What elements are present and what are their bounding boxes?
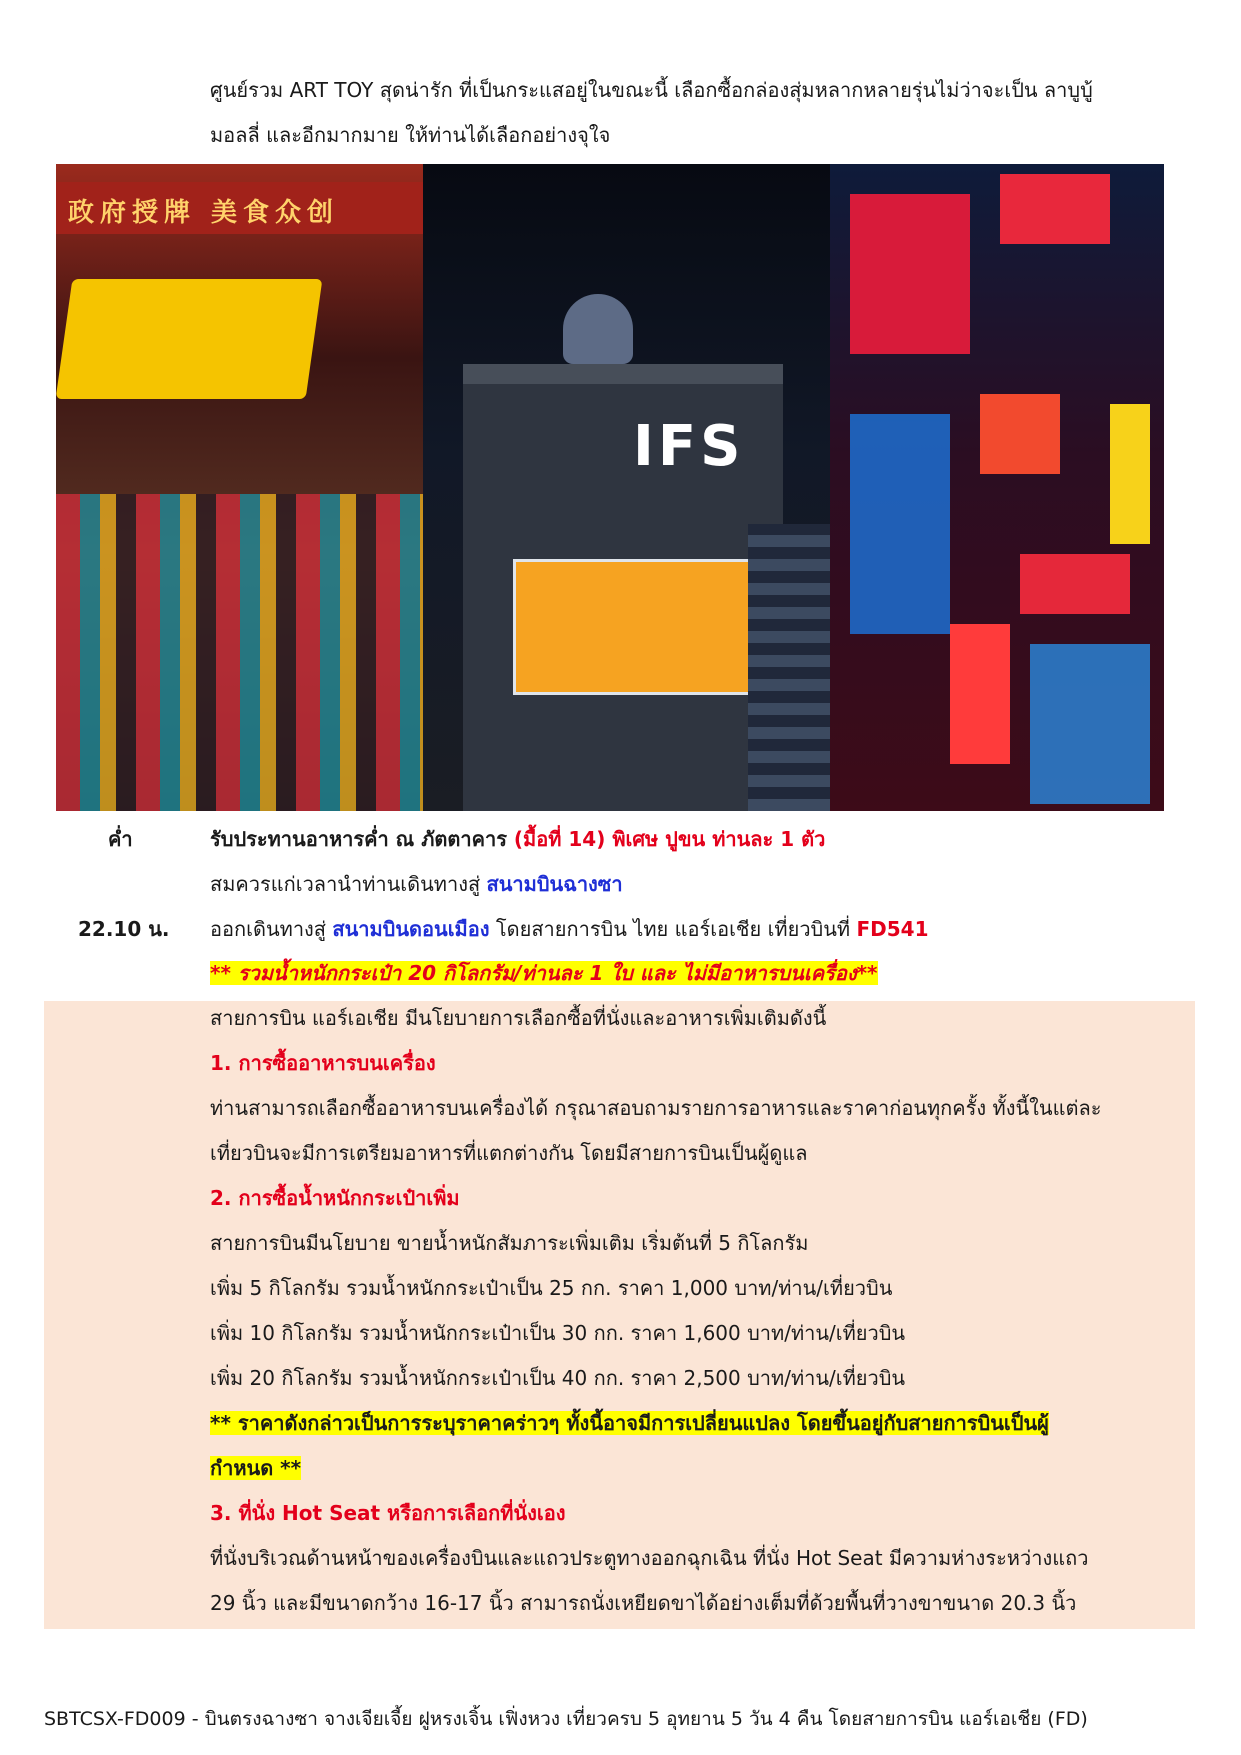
price-note-2: กำหนด ** bbox=[210, 1456, 302, 1480]
policy-text-3b: 29 นิ้ว และมีขนาดกว้าง 16-17 นิ้ว สามารถนั่งเหยียดขาได้อย่างเต็มที่ด้วยพื้นที่วางขาขนาด 20.3 นิ้ว bbox=[210, 1591, 1077, 1615]
neon-panel bbox=[850, 414, 950, 634]
depart-text: ออกเดินทางสู่ bbox=[210, 917, 333, 941]
neon-panel bbox=[850, 194, 970, 354]
intro-line-2: มอลลี่ และอีกมากมาย ให้ท่านได้เลือกอย่างจุใจ bbox=[210, 123, 611, 147]
policy-text-1a: ท่านสามารถเลือกซื้ออาหารบนเครื่องได้ กรุณาสอบถามรายการอาหารและราคาก่อนทุกครั้ง ทั้งนี้ในแต่ละ bbox=[210, 1096, 1102, 1120]
baggage-option: เพิ่ม 10 กิโลกรัม รวมน้ำหนักกระเป๋าเป็น 30 กก. ราคา 1,600 บาท/ท่าน/เที่ยวบิน bbox=[210, 1321, 906, 1345]
photo-crowd bbox=[56, 494, 423, 811]
baggage-note-row bbox=[210, 958, 878, 988]
policy-heading-1: 1. การซื้ออาหารบนเครื่อง bbox=[210, 1051, 436, 1075]
intro-line-1: ศูนย์รวม ART TOY สุดน่ารัก ที่เป็นกระแสอยู่ในขณะนี้ เลือกซื้อกล่องสุ่มหลากหลายรุ่นไม่ว่าจะเป็น ลาบูบู้ bbox=[210, 78, 1093, 102]
policy-text-1b: เที่ยวบินจะมีการเตรียมอาหารที่แตกต่างกัน โดยมีสายการบินเป็นผู้ดูแล bbox=[210, 1141, 808, 1165]
neon-panel bbox=[1030, 644, 1150, 804]
price-note-row-2 bbox=[210, 1453, 301, 1483]
price-note-1: ** ราคาดังกล่าวเป็นการระบุราคาคร่าวๆ ทั้งนี้อาจมีการเปลี่ยนแปลง โดยขึ้นอยู่กับสายการบินเป็นผู้ bbox=[210, 1411, 1049, 1435]
page-footer: SBTCSX-FD009 - บินตรงฉางซา จางเจียเจี้ย ฝูหรงเจิ้น เฟิ่งหวง เที่ยวครบ 5 อุทยาน 5 วัน 4 คืน โดยสายการบิน แอร์เอเชีย (FD) bbox=[44, 1708, 1088, 1730]
itinerary-row-2 bbox=[210, 869, 623, 899]
baggage-option: เพิ่ม 5 กิโลกรัม รวมน้ำหนักกระเป๋าเป็น 25 กก. ราคา 1,000 บาท/ท่าน/เที่ยวบิน bbox=[210, 1276, 893, 1300]
neon-sign bbox=[56, 279, 322, 399]
photo-banner-text: 政府授牌 美食众创 bbox=[68, 198, 340, 228]
photo-ifs-tower bbox=[423, 164, 830, 811]
flight-text: โดยสายการบิน ไทย แอร์เอเชีย เที่ยวบินที่ bbox=[489, 917, 857, 941]
meal-special: (มื้อที่ 14) พิเศษ ปูขน ท่านละ 1 ตัว bbox=[513, 827, 826, 851]
neon-panel bbox=[980, 394, 1060, 474]
neon-panel bbox=[1000, 174, 1110, 244]
itinerary-row-3 bbox=[210, 914, 928, 944]
neon-panel bbox=[1110, 404, 1150, 544]
neon-panel bbox=[1020, 554, 1130, 614]
transfer-text: สมควรแก่เวลานำท่านเดินทางสู่ bbox=[210, 872, 487, 896]
ifs-sign: IFS bbox=[633, 414, 745, 479]
policy-heading-3: 3. ที่นั่ง Hot Seat หรือการเลือกที่นั่งเอง bbox=[210, 1501, 566, 1525]
photo-night-street bbox=[56, 164, 423, 811]
time-dinner: ค่ำ bbox=[108, 827, 133, 851]
airport-changsha: สนามบินฉางซา bbox=[486, 872, 623, 896]
policy-text-3a: ที่นั่งบริเวณด้านหน้าของเครื่องบินและแถวประตูทางออกฉุกเฉิน ที่นั่ง Hot Seat มีความห่างระหว่างแถว bbox=[210, 1546, 1089, 1570]
flight-number: FD541 bbox=[856, 917, 929, 941]
policy-intro: สายการบิน แอร์เอเชีย มีนโยบายการเลือกซื้อที่นั่งและอาหารเพิ่มเติมดังนี้ bbox=[210, 1006, 827, 1030]
rooftop-statue bbox=[563, 294, 633, 364]
policy-heading-2: 2. การซื้อน้ำหนักกระเป๋าเพิ่ม bbox=[210, 1186, 460, 1210]
billboard-screen bbox=[513, 559, 754, 695]
dinner-text: รับประทานอาหารค่ำ ณ ภัตตาคาร bbox=[210, 827, 514, 851]
photo-neon-buildings bbox=[830, 164, 1164, 811]
baggage-note: ** รวมน้ำหนักกระเป๋า 20 กิโลกรัม/ท่านละ 1 ใบ และ ไม่มีอาหารบนเครื่อง** bbox=[210, 961, 878, 985]
baggage-option: เพิ่ม 20 กิโลกรัม รวมน้ำหนักกระเป๋าเป็น 40 กก. ราคา 2,500 บาท/ท่าน/เที่ยวบิน bbox=[210, 1366, 906, 1390]
price-note-row-1 bbox=[210, 1408, 1049, 1438]
itinerary-row-1 bbox=[210, 824, 825, 854]
neon-panel bbox=[950, 624, 1010, 764]
glass-facade bbox=[748, 524, 830, 811]
photo-strip bbox=[56, 164, 1164, 811]
policy-text-2: สายการบินมีนโยบาย ขายน้ำหนักสัมภาระเพิ่มเติม เริ่มต้นที่ 5 กิโลกรัม bbox=[210, 1231, 809, 1255]
airport-donmueang: สนามบินดอนเมือง bbox=[332, 917, 490, 941]
time-departure: 22.10 น. bbox=[78, 917, 170, 941]
